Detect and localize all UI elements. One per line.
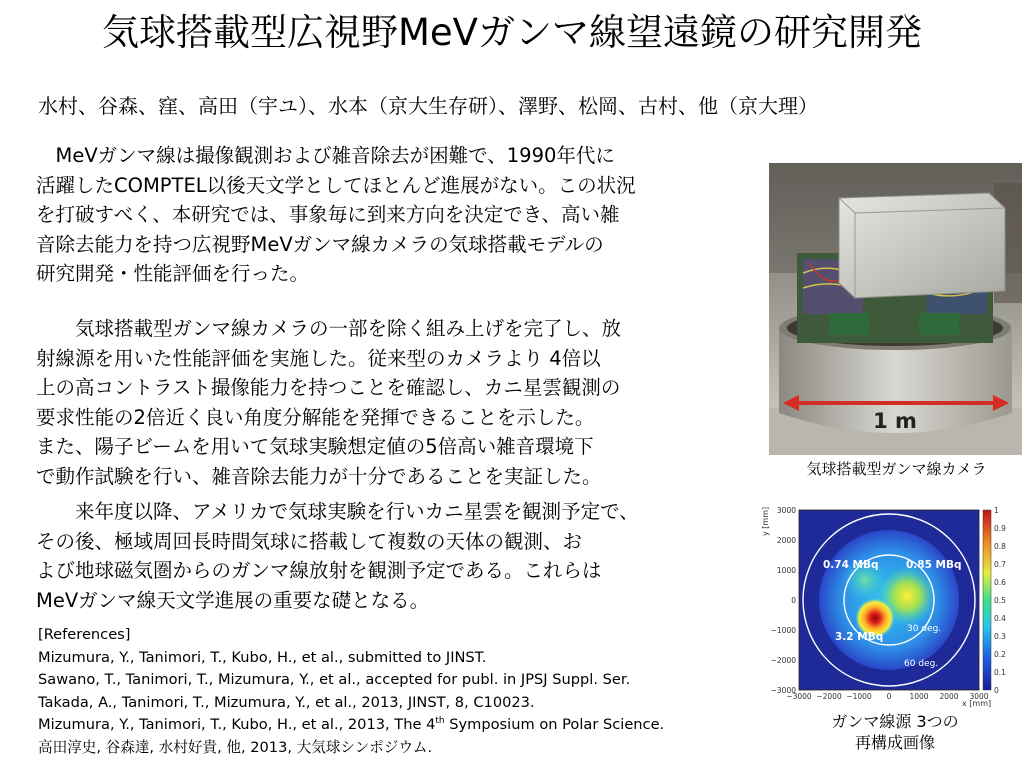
source-label: 0.74 MBq <box>823 559 879 571</box>
reference-item: Sawano, T., Tanimori, T., Mizumura, Y., et al., accepted for publ. in JPSJ Suppl. Ser. <box>38 671 631 689</box>
reference-item <box>38 714 664 737</box>
author-list: 水村、谷森、窪、高田（宇ユ）、水本（京大生存研）、澤野、松岡、古村、他（京大理） <box>38 94 818 118</box>
tick-label: 1 <box>994 506 999 515</box>
scale-label: 1 m <box>873 409 917 433</box>
references-heading: [References] <box>38 626 131 643</box>
tick-label: −3000 <box>770 686 796 695</box>
tick-label: 2000 <box>776 536 796 545</box>
text-line: 来年度以降、アメリカで気球実験を行いカニ星雲を観測予定で、 <box>36 500 639 523</box>
tick-label: 0.5 <box>994 596 1006 605</box>
text-line: を打破すべく、本研究では、事象毎に到来方向を決定でき、高い雑 <box>36 203 620 226</box>
camera-photo <box>769 163 1022 455</box>
photo-caption: 気球搭載型ガンマ線カメラ <box>806 460 987 478</box>
tick-label: 3000 <box>776 506 796 515</box>
text-line: また、陽子ビームを用いて気球実験想定値の5倍高い雑音環境下 <box>36 435 594 458</box>
text-line: 研究開発・性能評価を行った。 <box>36 262 310 285</box>
outlook-paragraph <box>36 497 639 615</box>
reference-item: Takada, A., Tanimori, T., Mizumura, Y., et al., 2013, JINST, 8, C10023. <box>38 693 535 711</box>
text-line: 活躍したCOMPTEL以後天文学としてほとんど進展がない。この状況 <box>36 173 636 197</box>
text-line: 要求性能の2倍近く良い角度分解能を発揮できることを示した。 <box>36 405 595 429</box>
tick-label: 1000 <box>909 692 929 701</box>
camera-photo-drawing <box>769 163 1022 455</box>
circle-label: 60 deg. <box>904 659 939 669</box>
results-paragraph <box>36 314 621 491</box>
text-line: MeVガンマ線は撮像観測および雑音除去が困難で、1990年代に <box>36 144 615 167</box>
superscript: th <box>435 716 445 727</box>
references-list <box>38 624 664 760</box>
text-line: 上の高コントラスト撮像能力を持つことを確認し、カニ星雲観測の <box>36 376 621 399</box>
reference-item: 高田淳史, 谷森達, 水村好貴, 他, 2013, 大気球シンポジウム. <box>38 738 433 756</box>
circle-label: 30 deg. <box>907 624 942 634</box>
source-label: 3.2 MBq <box>835 631 884 643</box>
text-line: 音除去能力を持つ広視野MeVガンマ線カメラの気球搭載モデルの <box>36 232 604 256</box>
reconstruction-plot <box>757 500 1021 713</box>
reconstruction-caption <box>795 711 995 753</box>
tick-label: 0.8 <box>994 542 1006 551</box>
reference-item: Mizumura, Y., Tanimori, T., Kubo, H., et al., submitted to JINST. <box>38 648 487 666</box>
text-line: MeVガンマ線天文学進展の重要な礎となる。 <box>36 588 430 612</box>
tick-label: 0.2 <box>994 650 1006 659</box>
tick-label: 3000 <box>969 692 989 701</box>
text-line: その後、極域周回長時間気球に搭載して複数の天体の観測、お <box>36 529 583 553</box>
intro-paragraph <box>36 141 636 289</box>
tick-label: 2000 <box>939 692 959 701</box>
page-title: 気球搭載型広視野MeVガンマ線望遠鏡の研究開発 <box>102 11 922 54</box>
tick-label: 0 <box>791 596 796 605</box>
tick-label: 0.4 <box>994 614 1006 623</box>
tick-label: 0 <box>886 692 892 701</box>
x-axis-ticks <box>786 692 988 701</box>
tick-label: 0 <box>994 686 999 695</box>
tick-label: 0.7 <box>994 560 1006 569</box>
text-line: で動作試験を行い、雑音除去能力が十分であることを実証した。 <box>36 464 602 488</box>
tick-label: 0.6 <box>994 578 1006 587</box>
y-axis-label: y [mm] <box>761 506 770 536</box>
reconstruction-image <box>757 500 1021 713</box>
x-axis-label: x [mm] <box>962 699 992 708</box>
tick-label: −1000 <box>846 692 872 701</box>
caption-line: ガンマ線源 3つの <box>831 712 959 731</box>
tick-label: −1000 <box>770 626 796 635</box>
tick-label: −3000 <box>786 692 812 701</box>
tick-label: 0.1 <box>994 668 1006 677</box>
text-line: よび地球磁気圏からのガンマ線放射を観測予定である。これらは <box>36 559 602 582</box>
reference-text: Symposium on Polar Science. <box>444 716 665 734</box>
tick-label: 0.3 <box>994 632 1006 641</box>
source-label: 0.85 MBq <box>906 559 962 571</box>
tick-label: 0.9 <box>994 524 1006 533</box>
reference-text: Mizumura, Y., Tanimori, T., Kubo, H., et al., 2013, The 4 <box>38 716 436 734</box>
tick-label: −2000 <box>816 692 842 701</box>
tick-label: −2000 <box>770 656 796 665</box>
tick-label: 1000 <box>776 566 796 575</box>
text-line: 射線源を用いた性能評価を実施した。従来型のカメラより 4倍以 <box>36 346 601 370</box>
text-line: 気球搭載型ガンマ線カメラの一部を除く組み上げを完了し、放 <box>36 317 622 340</box>
caption-line: 再構成画像 <box>854 733 935 752</box>
